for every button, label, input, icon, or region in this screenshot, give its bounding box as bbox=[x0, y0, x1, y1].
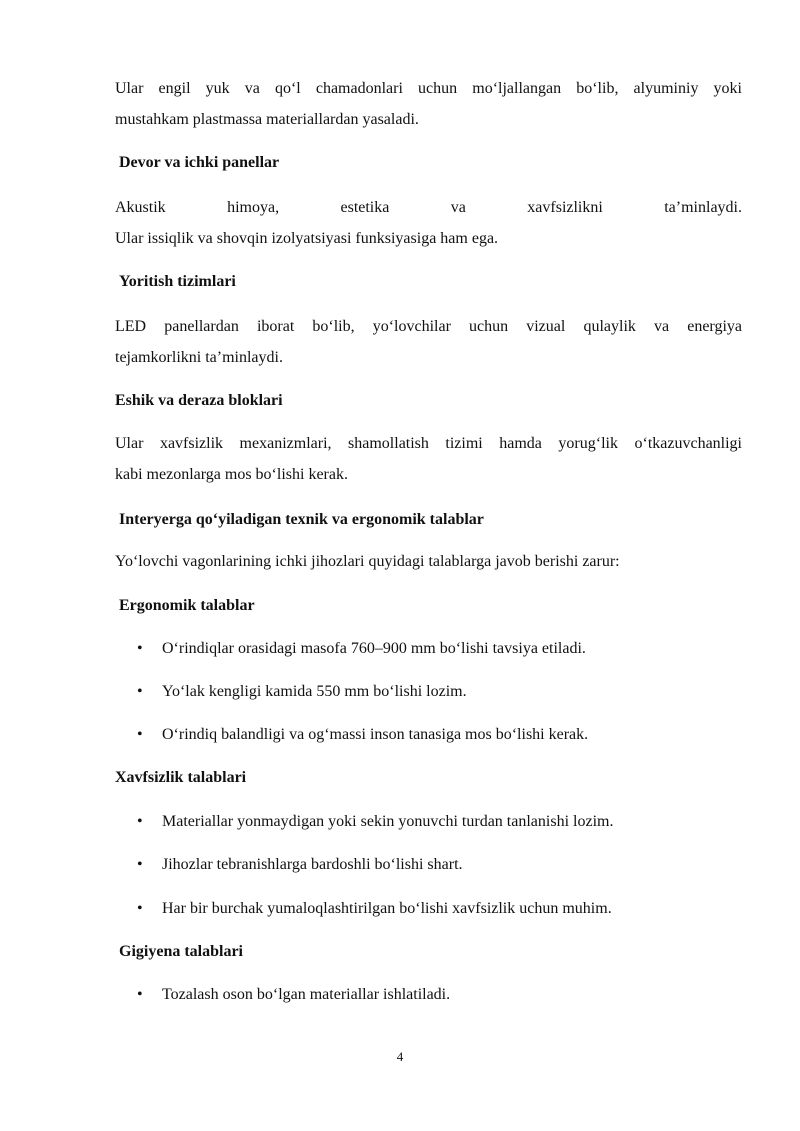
paragraph-luggage-racks bbox=[115, 73, 742, 135]
safety-list bbox=[115, 811, 742, 921]
paragraph-line: LED panellardan iborat boʻlib, yoʻlovchilar uchun vizual qulaylik va energiya bbox=[115, 318, 742, 335]
list-item-text: Yoʻlak kengligi kamida 550 mm boʻlishi lozim. bbox=[162, 683, 467, 700]
bullet-icon: • bbox=[137, 986, 143, 1003]
heading-ergonomic-requirements: Ergonomik talablar bbox=[119, 597, 255, 614]
heading-safety-requirements: Xavfsizlik talablari bbox=[115, 769, 247, 786]
ergonomic-list bbox=[115, 638, 742, 748]
paragraph-line: tejamkorlikni ta’minlaydi. bbox=[115, 349, 283, 366]
heading-hygiene-requirements: Gigiyena talablari bbox=[119, 943, 243, 960]
heading-wall-panels: Devor va ichki panellar bbox=[119, 154, 280, 171]
bullet-icon: • bbox=[137, 640, 143, 657]
paragraph-line: mustahkam plastmassa materiallardan yasaladi. bbox=[115, 111, 419, 128]
heading-interior-requirements: Interyerga qoʻyiladigan texnik va ergonomik talablar bbox=[119, 511, 484, 528]
bullet-icon: • bbox=[137, 900, 143, 917]
paragraph-door-window-blocks bbox=[115, 428, 742, 490]
heading-lighting-systems: Yoritish tizimlari bbox=[119, 273, 236, 290]
list-item-text: Tozalash oson boʻlgan materiallar ishlatiladi. bbox=[162, 986, 451, 1003]
paragraph-lighting-systems bbox=[115, 311, 742, 373]
paragraph-requirements-intro: Yoʻlovchi vagonlarining ichki jihozlari quyidagi talablarga javob berishi zarur: bbox=[115, 553, 620, 570]
paragraph-line: kabi mezonlarga mos boʻlishi kerak. bbox=[115, 466, 348, 483]
list-item-text: Oʻrindiq balandligi va ogʻmassi inson tanasiga mos boʻlishi kerak. bbox=[162, 726, 589, 743]
bullet-icon: • bbox=[137, 856, 143, 873]
paragraph-line: Akustik himoya, estetika va xavfsizlikni ta’minlaydi. bbox=[115, 199, 742, 216]
bullet-icon: • bbox=[137, 726, 143, 743]
list-item-text: Materiallar yonmaydigan yoki sekin yonuvchi turdan tanlanishi lozim. bbox=[162, 813, 614, 830]
heading-door-window-blocks: Eshik va deraza bloklari bbox=[115, 392, 283, 409]
bullet-icon: • bbox=[137, 683, 143, 700]
paragraph-line: Ular xavfsizlik mexanizmlari, shamollatish tizimi hamda yorugʻlik oʻtkazuvchanligi bbox=[115, 435, 742, 452]
list-item-text: Oʻrindiqlar orasidagi masofa 760–900 mm boʻlishi tavsiya etiladi. bbox=[162, 640, 586, 657]
hygiene-list bbox=[115, 984, 742, 1008]
page-number: 4 bbox=[396, 1049, 404, 1064]
paragraph-wall-panels bbox=[115, 192, 742, 254]
bullet-icon: • bbox=[137, 813, 143, 830]
list-item-text: Jihozlar tebranishlarga bardoshli boʻlishi shart. bbox=[162, 856, 463, 873]
list-item-text: Har bir burchak yumaloqlashtirilgan boʻlishi xavfsizlik uchun muhim. bbox=[162, 900, 612, 917]
paragraph-line: Ular engil yuk va qoʻl chamadonlari uchun moʻljallangan boʻlib, alyuminiy yoki bbox=[115, 80, 742, 97]
paragraph-line: Ular issiqlik va shovqin izolyatsiyasi funksiyasiga ham ega. bbox=[115, 230, 499, 247]
